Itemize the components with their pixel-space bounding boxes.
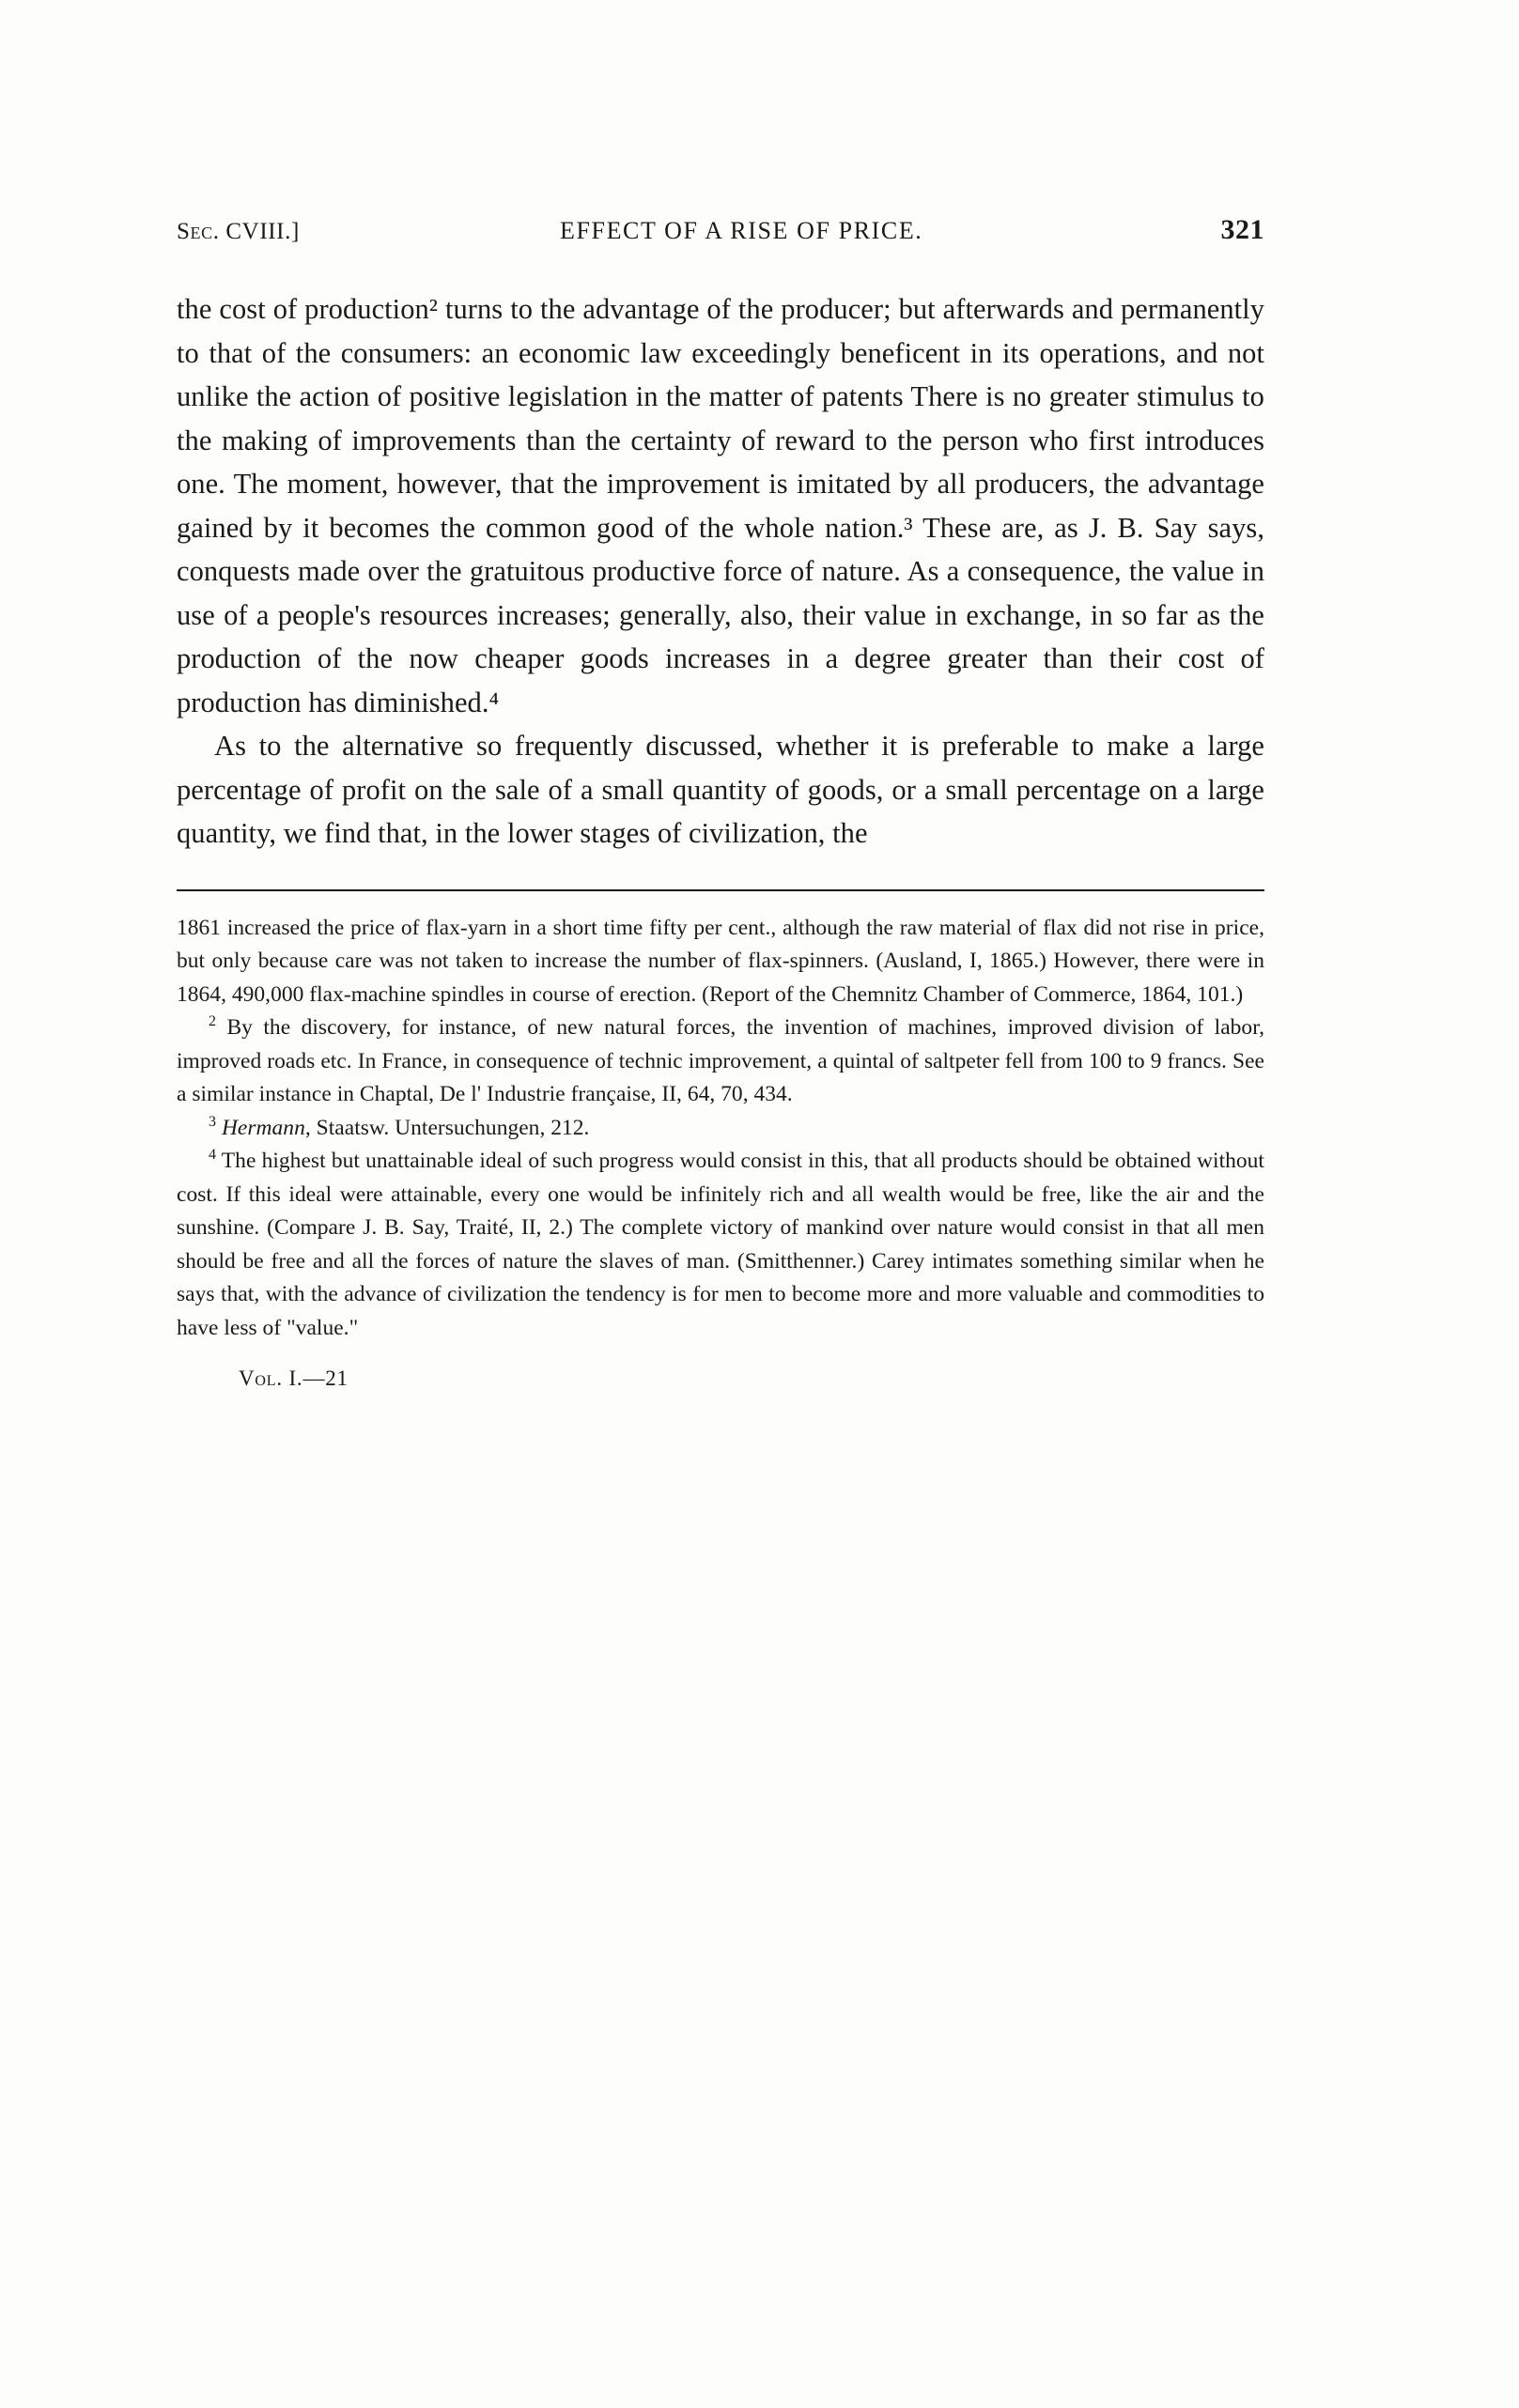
footnote-4-marker: 4	[209, 1147, 217, 1164]
body-text	[177, 287, 1264, 856]
page-content	[177, 214, 1264, 1396]
body-paragraph-2: As to the alternative so frequently discussed, whether it is preferable to make a large percentage of profit on the sale of a small quantity of goods, or a small percentage on a large quantity, we find that, in the lower stages of civilization, the	[177, 730, 1264, 849]
footnote-separator-rule	[177, 889, 1264, 891]
footnote-3-text: , Staatsw. Untersuchungen, 212.	[304, 1115, 590, 1140]
header-section-label: Sec. CVIII.]	[177, 219, 300, 244]
footnotes-block	[177, 912, 1264, 1396]
footnote-3-author: Hermann	[221, 1115, 305, 1140]
body-paragraph-1: the cost of production² turns to the advantage of the producer; but afterwards and permanently to that of the consumers: an economic law exceedingly beneficent in its operations, and not unlike the action of positive legislation in the matter of patents There is no greater stimulus to the making of improvements than the certainty of reward to the person who first introduces one. The moment, however, that the improvement is imitated by all producers, the advantage gained by it becomes the common good of the whole nation.³ These are, as J. B. Say says, conquests made over the gratuitous productive force of nature. As a consequence, the value in use of a people's resources increases; generally, also, their value in exchange, in so far as the production of the now cheaper goods increases in a degree greater than their cost of production has diminished.⁴	[177, 293, 1264, 718]
footnote-2-marker: 2	[209, 1013, 217, 1030]
footnote-4-text: The highest but unattainable ideal of such progress would consist in this, that all products should be obtained without cost. If this ideal were attainable, every one would be infinitely rich and all wealth would be free, like the air and the sunshine. (Compare J. B. Say, Traité, II, 2.) The complete victory of mankind over nature would consist in that all men should be free and all the forces of nature the slaves of man. (Smitthenner.) Carey intimates something similar when he says that, with the advance of civilization the tendency is for men to become more and more valuable and commodities to have less of "value."	[177, 1149, 1264, 1340]
footnote-2-text: By the discovery, for instance, of new natural forces, the invention of machines, improved division of labor, improved roads etc. In France, in consequence of technic improvement, a quintal of saltpeter fell from 100 to 9 francs. See a similar instance in Chaptal, De l' Industrie française, II, 64, 70, 434.	[177, 1015, 1264, 1106]
footnote-4	[177, 1145, 1264, 1345]
page-number: 321	[1220, 214, 1264, 245]
header-chapter-title: EFFECT OF A RISE OF PRICE.	[559, 217, 923, 244]
footnote-3	[177, 1112, 1264, 1146]
running-head	[177, 214, 1264, 246]
footnote-continued: 1861 increased the price of flax-yarn in a short time fifty per cent., although the raw material of flax did not rise in price, but only because care was not taken to increase the number of flax-spinners. (Ausland, I, 1865.) However, there were in 1864, 490,000 flax-machine spindles in course of erection. (Report of the Chemnitz Chamber of Commerce, 1864, 101.)	[177, 915, 1264, 1007]
footnote-3-marker: 3	[209, 1113, 217, 1130]
volume-signature: Vol. I.—21	[239, 1366, 349, 1390]
footnote-2	[177, 1011, 1264, 1112]
